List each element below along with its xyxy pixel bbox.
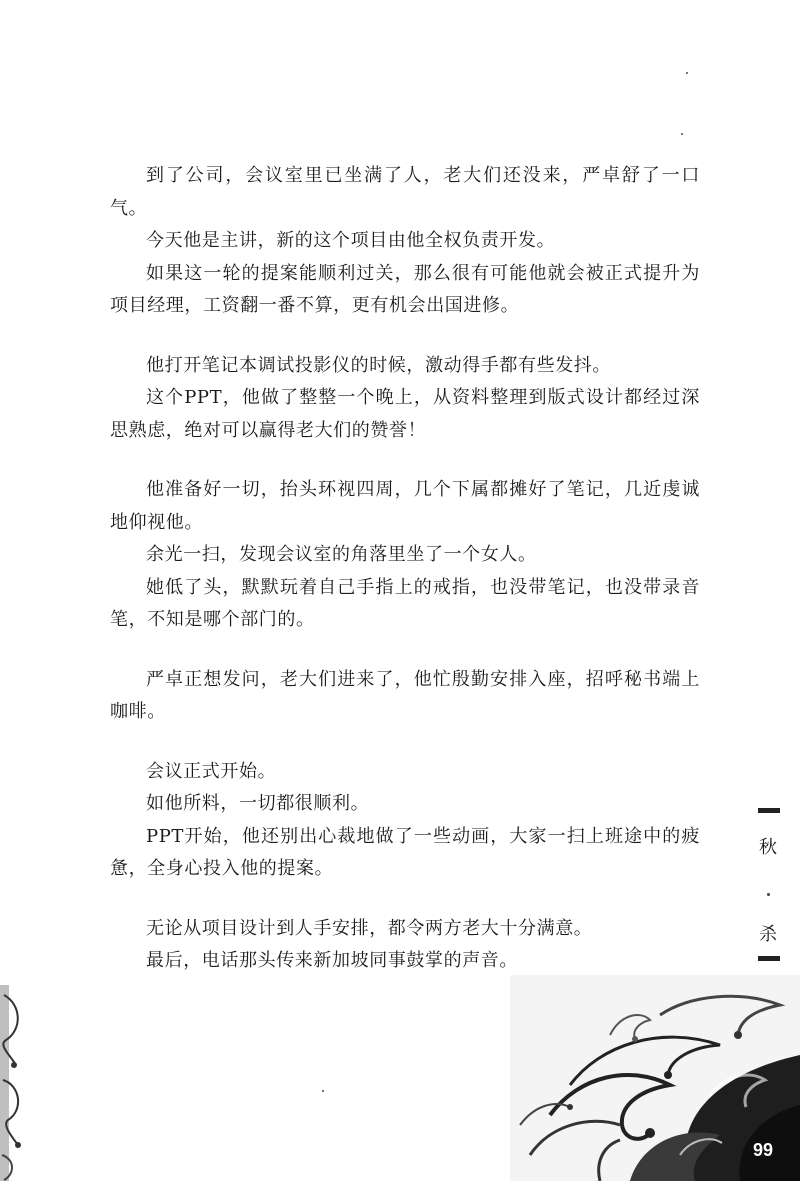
paragraph: PPT开始，他还别出心裁地做了一些动画，大家一扫上班途中的疲惫，全身心投入他的提案。 — [110, 825, 700, 879]
paragraph-gap — [110, 886, 700, 913]
paragraph: 无论从项目设计到人手安排，都令两方老大十分满意。 — [146, 917, 593, 939]
paragraph: 她低了头，默默玩着自己手指上的戒指，也没带笔记，也没带录音笔，不知是哪个部门的。 — [110, 576, 700, 630]
side-tab-char-top: 秋 — [759, 837, 777, 858]
side-tab-char-bottom: 杀 — [759, 924, 777, 945]
paragraph-gap — [110, 729, 700, 756]
paragraph: 这个PPT，他做了整整一个晚上，从资料整理到版式设计都经过深思熟虑，绝对可以赢得老大们的赞誉！ — [110, 387, 700, 441]
paragraph: 他打开笔记本调试投影仪的时候，激动得手都有些发抖。 — [146, 354, 611, 376]
paragraph: 如他所料，一切都很顺利。 — [146, 793, 370, 814]
paragraph-gap — [110, 447, 700, 474]
left-swirl-ornament — [0, 985, 30, 1181]
scan-speck — [322, 1090, 324, 1092]
scan-speck — [686, 72, 688, 74]
side-tab-dot — [767, 893, 770, 896]
side-tab-bar-bottom — [758, 956, 780, 961]
paragraph-gap — [110, 323, 700, 350]
paragraph-gap — [110, 637, 700, 664]
body-text — [110, 160, 700, 978]
paragraph: 如果这一轮的提案能顺利过关，那么很有可能他就会被正式提升为项目经理，工资翻一番不算，更有机会出国进修。 — [110, 262, 700, 316]
paragraph: 他准备好一切，抬头环视四周，几个下属都摊好了笔记，几近虔诚地仰视他。 — [110, 479, 700, 533]
paragraph: 最后，电话那头传来新加坡同事鼓掌的声音。 — [146, 950, 518, 971]
side-tab-bar-top — [758, 808, 780, 813]
paragraph: 余光一扫，发现会议室的角落里坐了一个女人。 — [146, 544, 537, 565]
page-number: 99 — [753, 1140, 774, 1160]
paragraph: 严卓正想发问，老大们进来了，他忙殷勤安排入座，招呼秘书端上咖啡。 — [110, 668, 700, 722]
paragraph: 到了公司，会议室里已坐满了人，老大们还没来，严卓舒了一口气。 — [110, 165, 700, 219]
paragraph: 会议正式开始。 — [146, 760, 277, 782]
paragraph: 今天他是主讲，新的这个项目由他全权负责开发。 — [146, 230, 556, 251]
scan-speck — [681, 133, 683, 135]
